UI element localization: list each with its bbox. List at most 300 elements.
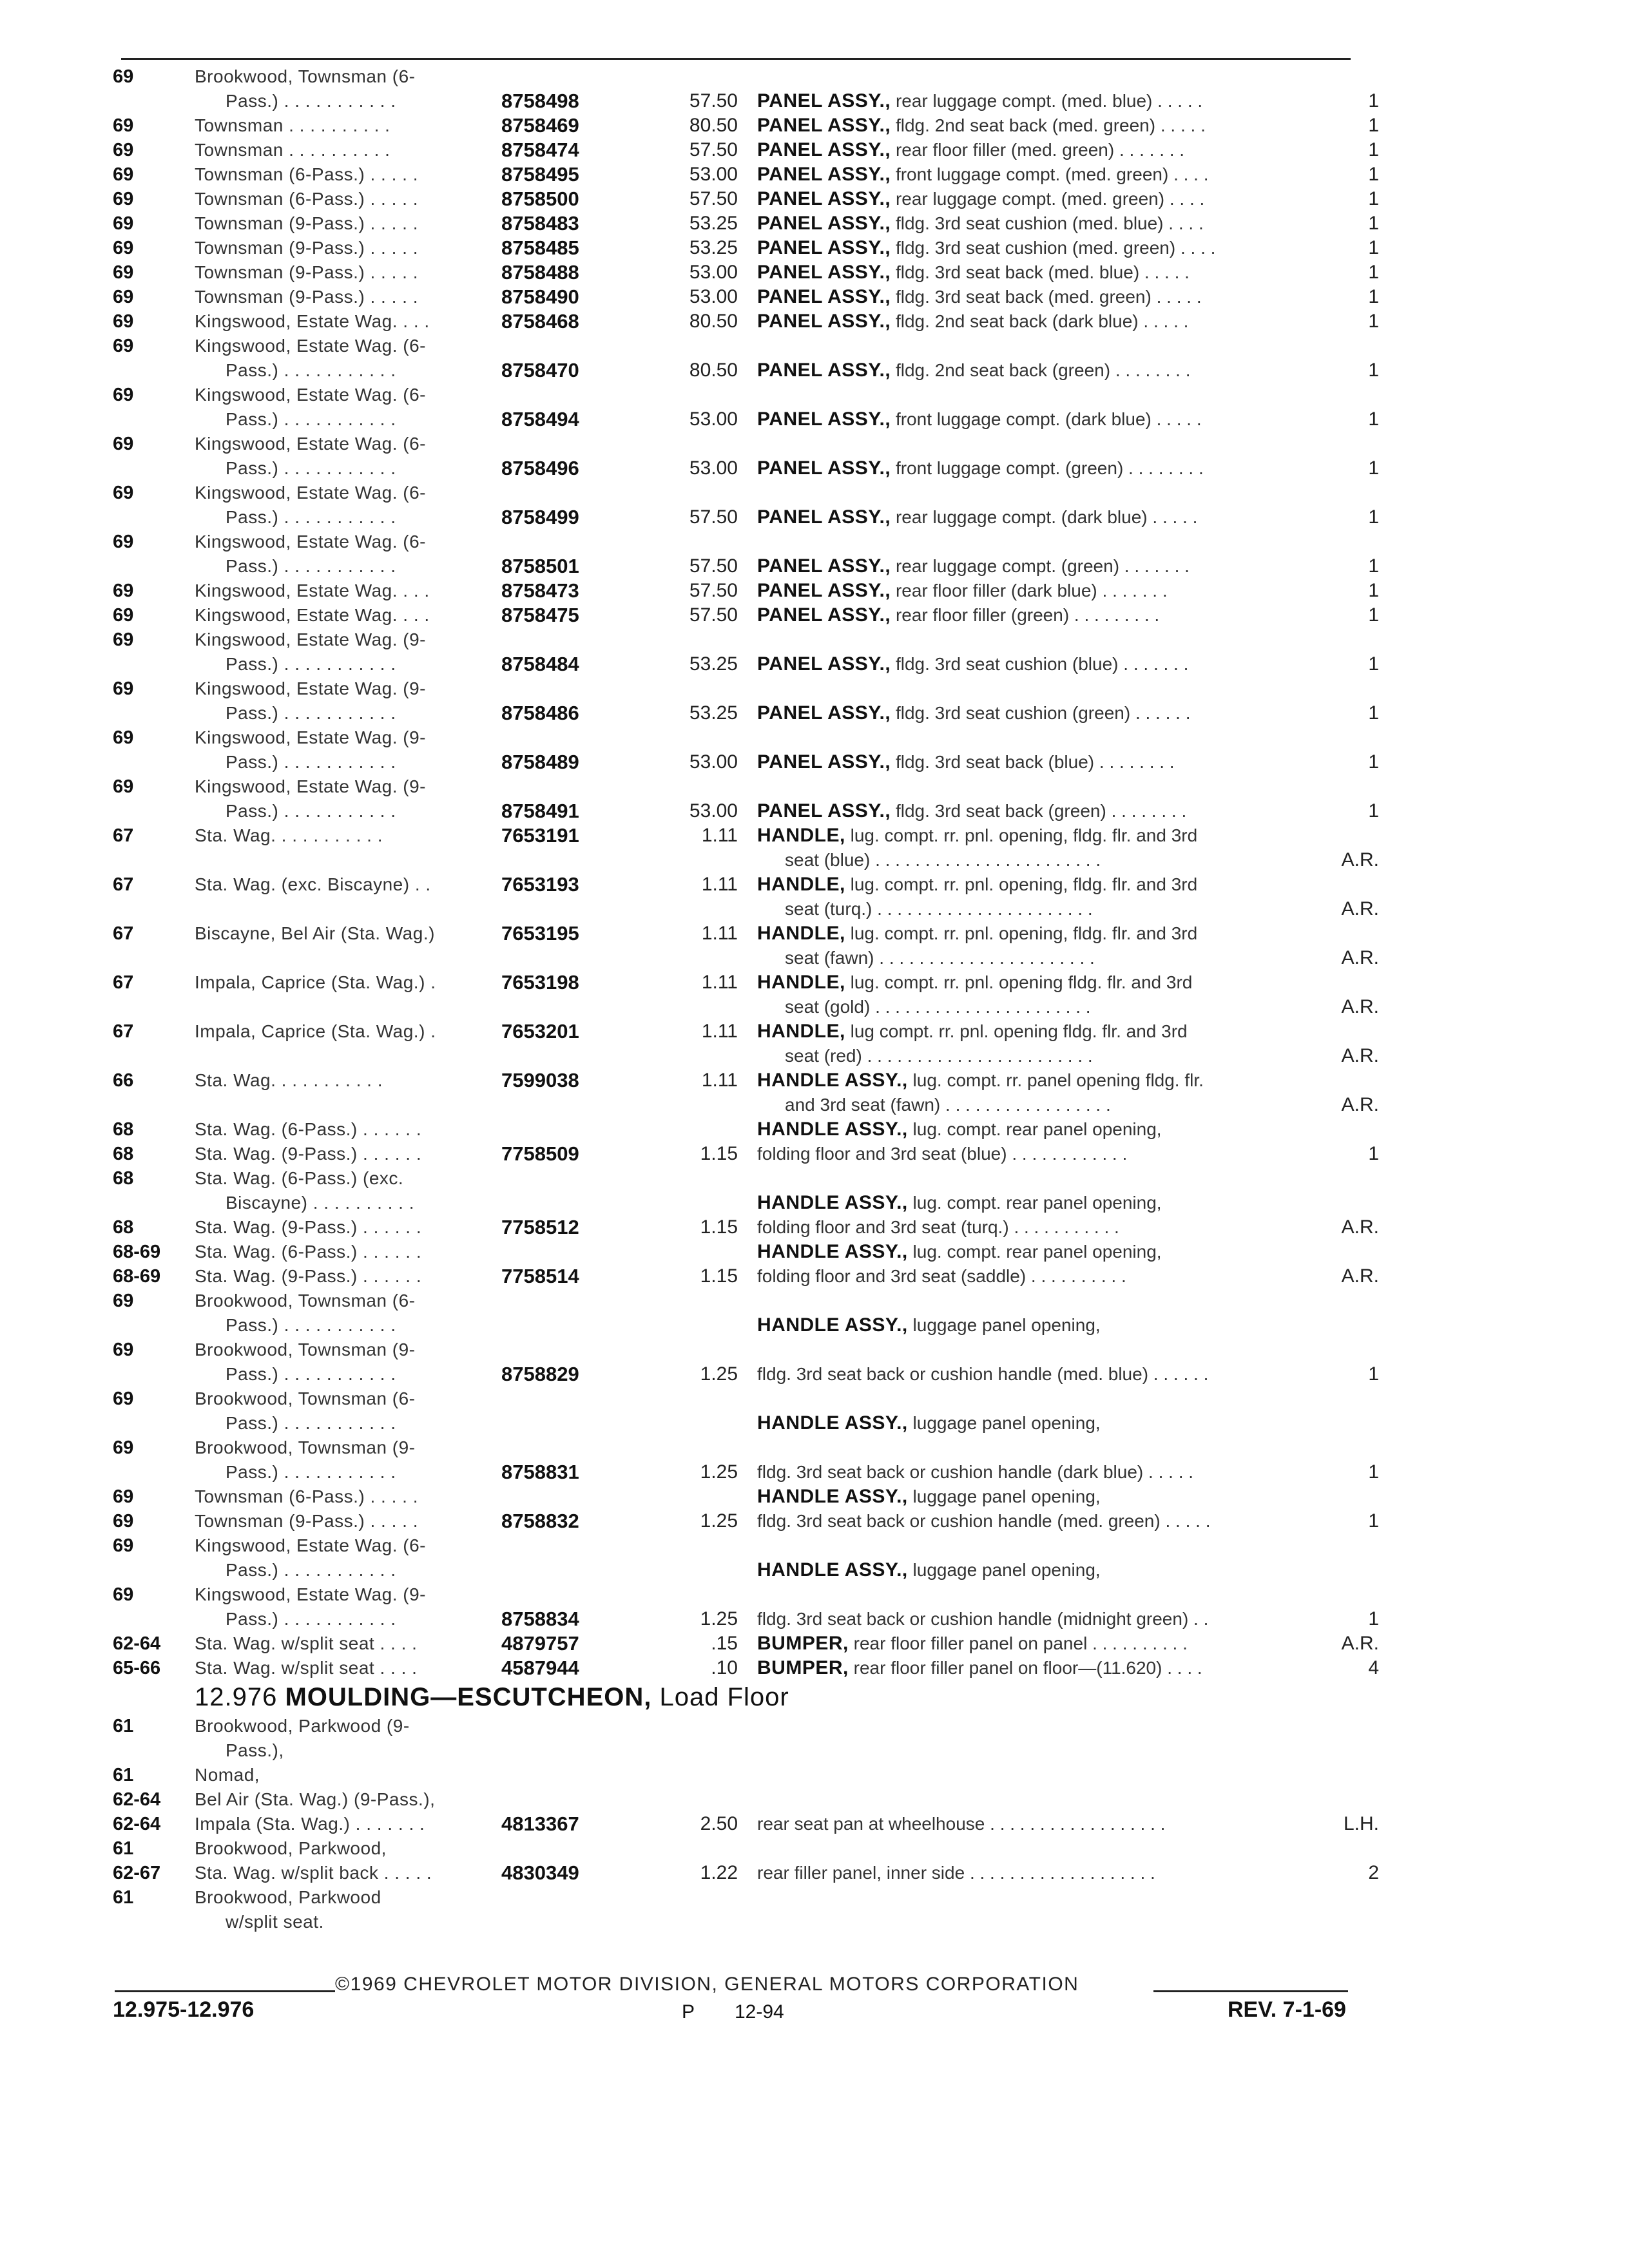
model-name: Pass.) . . . . . . . . . . .	[226, 360, 396, 380]
model-name: Sta. Wag. (6-Pass.) (exc.	[195, 1168, 404, 1188]
model-name: Kingswood, Estate Wag. (6-	[195, 1535, 427, 1555]
part-name: HANDLE,	[757, 972, 845, 993]
part-detail: luggage panel opening,	[912, 1413, 1101, 1433]
parts-row	[0, 211, 1629, 236]
model-name: Sta. Wag. (exc. Biscayne) . .	[195, 874, 431, 894]
parts-row	[0, 162, 1629, 187]
model-name: Sta. Wag. (9-Pass.) . . . . . .	[195, 1217, 422, 1237]
quantity: 2	[1368, 1862, 1379, 1883]
page-section-range: 12.975-12.976	[113, 1997, 255, 2022]
part-description	[757, 236, 1215, 260]
part-description	[757, 1362, 1208, 1387]
part-detail: seat (red) . . . . . . . . . . . . . . . . . . . . . . .	[785, 1046, 1093, 1066]
parts-row	[0, 530, 1629, 554]
part-name: BUMPER,	[757, 1633, 849, 1654]
part-number: 4879757	[501, 1632, 579, 1655]
parts-row	[0, 1313, 1629, 1338]
quantity: 4	[1368, 1657, 1379, 1678]
quantity: A.R.	[1341, 898, 1379, 919]
part-detail: fldg. 2nd seat back (dark blue) . . . . .	[895, 311, 1189, 331]
part-number: 7653201	[501, 1020, 579, 1043]
section-subtitle: Load Floor	[659, 1683, 789, 1711]
model-name: Townsman (6-Pass.) . . . . .	[195, 164, 418, 184]
part-name: HANDLE ASSY.,	[757, 1119, 908, 1140]
model-name: Pass.) . . . . . . . . . . .	[226, 1609, 396, 1629]
quantity: A.R.	[1341, 996, 1379, 1017]
part-number: 8758832	[501, 1510, 579, 1532]
model-name: Impala, Caprice (Sta. Wag.) .	[195, 972, 436, 992]
part-number: 8758468	[501, 310, 579, 332]
model-year: 69	[113, 1535, 134, 1556]
parts-row	[0, 1362, 1629, 1387]
parts-row	[0, 383, 1629, 407]
model-name: Nomad,	[195, 1765, 260, 1785]
model-name: Kingswood, Estate Wag. (6-	[195, 336, 427, 356]
part-number: 8758494	[501, 408, 579, 430]
parts-row	[0, 1044, 1629, 1068]
parts-row	[0, 1836, 1629, 1861]
part-description	[757, 187, 1204, 211]
model-year: 61	[113, 1838, 134, 1859]
parts-row	[0, 995, 1629, 1019]
part-number: 8758496	[501, 457, 579, 479]
part-detail: fldg. 3rd seat cushion (med. blue) . . . .	[895, 213, 1204, 233]
section-title	[195, 1680, 789, 1714]
part-number: 4587944	[501, 1657, 579, 1679]
parts-row	[0, 628, 1629, 652]
part-detail: rear filler panel, inner side . . . . . . . . . . . . . . . . . . .	[757, 1863, 1155, 1883]
part-detail: luggage panel opening,	[912, 1560, 1101, 1580]
model-year: 69	[113, 532, 134, 552]
parts-row	[0, 970, 1629, 995]
model-year: 69	[113, 434, 134, 454]
model-name: Sta. Wag. (9-Pass.) . . . . . .	[195, 1144, 422, 1164]
model-year: 68	[113, 1168, 134, 1189]
part-detail: fldg. 3rd seat back (green) . . . . . . . .	[895, 801, 1187, 821]
parts-row	[0, 138, 1629, 162]
model-year: 69	[113, 1486, 134, 1507]
part-detail: seat (turq.) . . . . . . . . . . . . . . . . . . . . . .	[785, 899, 1093, 919]
price: 80.50	[689, 360, 738, 381]
model-name: Brookwood, Parkwood	[195, 1887, 381, 1907]
price: 53.25	[689, 213, 738, 234]
part-detail: fldg. 3rd seat back (blue) . . . . . . . .	[895, 752, 1175, 772]
parts-row	[0, 677, 1629, 701]
parts-row	[0, 89, 1629, 113]
model-name: Pass.) . . . . . . . . . . .	[226, 1413, 396, 1433]
part-name: HANDLE ASSY.,	[757, 1412, 908, 1434]
parts-row	[0, 334, 1629, 358]
model-year: 61	[113, 1765, 134, 1785]
model-year: 68-69	[113, 1242, 161, 1262]
parts-row	[0, 726, 1629, 750]
price: 1.25	[700, 1363, 738, 1385]
quantity: A.R.	[1341, 947, 1379, 968]
part-description	[757, 1460, 1193, 1485]
model-year: 67	[113, 874, 134, 895]
part-name: PANEL ASSY.,	[757, 115, 891, 136]
part-number: 8758470	[501, 359, 579, 381]
part-name: PANEL ASSY.,	[757, 604, 891, 626]
price: 2.50	[700, 1813, 738, 1834]
parts-row	[0, 1460, 1629, 1485]
model-name: Brookwood, Townsman (6-	[195, 1291, 416, 1311]
model-year: 62-64	[113, 1633, 161, 1654]
model-name: Pass.) . . . . . . . . . . .	[226, 703, 396, 723]
parts-row	[0, 1582, 1629, 1607]
parts-row	[0, 1289, 1629, 1313]
part-detail: seat (fawn) . . . . . . . . . . . . . . . . . . . . . .	[785, 948, 1095, 968]
model-name: Kingswood, Estate Wag. . . .	[195, 581, 430, 601]
model-year: 66	[113, 1070, 134, 1091]
price: 53.25	[689, 702, 738, 724]
part-detail: fldg. 2nd seat back (green) . . . . . . . .	[895, 360, 1191, 380]
model-name: Pass.) . . . . . . . . . . .	[226, 752, 396, 772]
model-name: Townsman (6-Pass.) . . . . .	[195, 189, 418, 209]
price: 1.11	[701, 923, 738, 944]
model-year: 68-69	[113, 1266, 161, 1287]
model-year: 69	[113, 189, 134, 209]
model-name: Kingswood, Estate Wag. (9-	[195, 727, 427, 747]
quantity: 1	[1368, 702, 1379, 724]
parts-row	[0, 1787, 1629, 1812]
parts-row	[0, 1338, 1629, 1362]
part-number: 7653198	[501, 971, 579, 994]
model-name: Pass.) . . . . . . . . . . .	[226, 458, 396, 478]
model-year: 69	[113, 140, 134, 160]
part-description	[757, 579, 1168, 603]
part-detail: fldg. 3rd seat cushion (blue) . . . . . . .	[895, 654, 1189, 674]
parts-list	[0, 64, 1629, 1934]
price: 1.11	[701, 1070, 738, 1091]
model-year: 69	[113, 238, 134, 258]
quantity: 1	[1368, 800, 1379, 822]
price: 57.50	[689, 139, 738, 160]
price: 80.50	[689, 115, 738, 136]
part-number: 8758469	[501, 114, 579, 137]
part-description	[757, 1607, 1208, 1631]
quantity: 1	[1368, 360, 1379, 381]
part-description	[757, 1068, 1204, 1093]
price: 57.50	[689, 580, 738, 601]
price: 53.00	[689, 286, 738, 307]
quantity: 1	[1368, 262, 1379, 283]
price: 1.22	[700, 1862, 738, 1883]
part-detail: front luggage compt. (dark blue) . . . . .	[895, 409, 1202, 429]
parts-row	[0, 872, 1629, 897]
parts-row	[0, 407, 1629, 432]
model-name: Brookwood, Parkwood,	[195, 1838, 387, 1858]
price: 57.50	[689, 90, 738, 111]
part-detail: lug. compt. rr. pnl. opening, fldg. flr. and 3rd	[850, 923, 1198, 943]
part-name: HANDLE ASSY.,	[757, 1241, 908, 1262]
parts-row	[0, 897, 1629, 921]
part-description	[757, 89, 1202, 113]
model-name: Kingswood, Estate Wag. (9-	[195, 1584, 427, 1604]
price: 1.11	[701, 1021, 738, 1042]
parts-row	[0, 1093, 1629, 1117]
model-name: Sta. Wag. w/split seat . . . .	[195, 1633, 418, 1653]
parts-row	[0, 848, 1629, 872]
price: 53.00	[689, 408, 738, 430]
model-name: Pass.) . . . . . . . . . . .	[226, 1560, 396, 1580]
price: .10	[711, 1657, 738, 1678]
part-name: PANEL ASSY.,	[757, 555, 891, 577]
model-year: 69	[113, 1389, 134, 1409]
model-year: 69	[113, 727, 134, 748]
parts-row	[0, 1509, 1629, 1533]
parts-row	[0, 456, 1629, 481]
parts-row	[0, 1812, 1629, 1836]
part-detail: rear seat pan at wheelhouse . . . . . . . . . . . . . . . . . .	[757, 1814, 1166, 1834]
part-name: PANEL ASSY.,	[757, 506, 891, 528]
price: 53.00	[689, 800, 738, 822]
model-year: 69	[113, 336, 134, 356]
part-detail: rear luggage compt. (med. blue) . . . . .	[895, 91, 1203, 111]
part-detail: rear luggage compt. (dark blue) . . . . .	[895, 507, 1198, 527]
part-detail: fldg. 3rd seat back (med. blue) . . . . .	[895, 262, 1190, 282]
parts-row	[0, 1019, 1629, 1044]
model-name: Biscayne) . . . . . . . . . .	[226, 1193, 415, 1213]
model-name: Sta. Wag. (6-Pass.) . . . . . .	[195, 1119, 422, 1139]
parts-row	[0, 1607, 1629, 1631]
part-description	[757, 799, 1186, 823]
model-name: Pass.) . . . . . . . . . . .	[226, 801, 396, 821]
model-year: 69	[113, 1437, 134, 1458]
parts-row	[0, 1763, 1629, 1787]
model-year: 67	[113, 825, 134, 846]
part-description	[757, 1861, 1155, 1885]
section-title-bold: MOULDING—ESCUTCHEON,	[285, 1683, 652, 1711]
price: 53.00	[689, 164, 738, 185]
model-name: Pass.) . . . . . . . . . . .	[226, 654, 396, 674]
model-name: Impala (Sta. Wag.) . . . . . . .	[195, 1814, 425, 1834]
quantity: A.R.	[1341, 1265, 1379, 1287]
model-name: Townsman (6-Pass.) . . . . .	[195, 1486, 418, 1506]
price: 1.11	[701, 972, 738, 993]
part-name: PANEL ASSY.,	[757, 164, 891, 185]
part-name: PANEL ASSY.,	[757, 408, 891, 430]
model-name: Biscayne, Bel Air (Sta. Wag.)	[195, 923, 435, 943]
part-description	[757, 1812, 1165, 1836]
part-number: 4813367	[501, 1812, 579, 1835]
part-detail: luggage panel opening,	[912, 1315, 1101, 1335]
part-detail: lug compt. rr. pnl. opening fldg. flr. and 3rd	[850, 1021, 1188, 1041]
model-year: 69	[113, 385, 134, 405]
quantity: 1	[1368, 555, 1379, 577]
part-description	[785, 946, 1095, 970]
part-description	[757, 872, 1197, 897]
part-description	[757, 1631, 1188, 1656]
part-name: HANDLE ASSY.,	[757, 1192, 908, 1213]
parts-row	[0, 603, 1629, 628]
model-name: Townsman (9-Pass.) . . . . .	[195, 1511, 418, 1531]
model-year: 69	[113, 1340, 134, 1360]
parts-row	[0, 236, 1629, 260]
part-name: PANEL ASSY.,	[757, 751, 891, 773]
part-detail: lug. compt. rr. pnl. opening fldg. flr. and 3rd	[850, 972, 1193, 992]
part-detail: front luggage compt. (med. green) . . . .	[895, 164, 1209, 184]
parts-row	[0, 774, 1629, 799]
part-number: 8758490	[501, 285, 579, 308]
parts-row	[0, 432, 1629, 456]
part-detail: lug. compt. rr. panel opening fldg. flr.	[912, 1070, 1204, 1090]
quantity: 1	[1368, 188, 1379, 209]
price: .15	[711, 1633, 738, 1654]
part-number: 7653193	[501, 873, 579, 896]
part-description	[757, 285, 1202, 309]
model-year: 67	[113, 923, 134, 944]
price: 80.50	[689, 311, 738, 332]
part-detail: lug. compt. rear panel opening,	[912, 1119, 1162, 1139]
model-name: w/split seat.	[226, 1912, 324, 1932]
part-description	[757, 1485, 1101, 1509]
model-name: Brookwood, Townsman (9-	[195, 1437, 416, 1457]
model-year: 68	[113, 1144, 134, 1164]
model-year: 65-66	[113, 1658, 161, 1678]
model-name: Brookwood, Townsman (9-	[195, 1340, 416, 1360]
part-description	[757, 652, 1188, 677]
part-number: 8758500	[501, 187, 579, 210]
price: 1.25	[700, 1608, 738, 1629]
model-year: 67	[113, 972, 134, 993]
part-detail: folding floor and 3rd seat (blue) . . . . . . . . . . . .	[757, 1144, 1128, 1164]
part-name: PANEL ASSY.,	[757, 188, 891, 209]
part-detail: folding floor and 3rd seat (saddle) . . . . . . . . . .	[757, 1266, 1126, 1286]
model-name: Townsman (9-Pass.) . . . . .	[195, 213, 418, 233]
footer-rule-left	[115, 1990, 335, 1992]
price: 57.50	[689, 555, 738, 577]
part-description	[757, 1558, 1101, 1582]
section-number: 12.976	[195, 1683, 278, 1711]
part-detail: lug. compt. rr. pnl. opening, fldg. flr. and 3rd	[850, 874, 1198, 894]
parts-row	[0, 1117, 1629, 1142]
model-year: 68	[113, 1217, 134, 1238]
model-year: 69	[113, 581, 134, 601]
model-year: 69	[113, 1291, 134, 1311]
part-detail: rear floor filler (dark blue) . . . . . . .	[895, 581, 1168, 601]
price: 57.50	[689, 604, 738, 626]
part-detail: lug. compt. rear panel opening,	[912, 1242, 1162, 1262]
quantity: 1	[1368, 286, 1379, 307]
model-name: Impala, Caprice (Sta. Wag.) .	[195, 1021, 436, 1041]
part-description	[757, 162, 1209, 187]
part-description	[757, 138, 1184, 162]
part-description	[757, 1191, 1162, 1215]
quantity: 1	[1368, 604, 1379, 626]
part-description	[757, 823, 1197, 848]
part-detail: fldg. 3rd seat back or cushion handle (med. blue) . . . . . .	[757, 1364, 1209, 1384]
model-name: Brookwood, Parkwood (9-	[195, 1716, 410, 1736]
parts-row	[0, 799, 1629, 823]
part-number: 8758486	[501, 702, 579, 724]
quantity: 1	[1368, 1510, 1379, 1532]
model-name: Kingswood, Estate Wag. . . .	[195, 605, 430, 625]
model-name: Sta. Wag. . . . . . . . . . .	[195, 1070, 383, 1090]
part-name: HANDLE,	[757, 1021, 845, 1042]
quantity: A.R.	[1341, 1216, 1379, 1238]
part-detail: fldg. 3rd seat back or cushion handle (med. green) . . . . .	[757, 1511, 1211, 1531]
part-description	[757, 1019, 1188, 1044]
part-description	[757, 603, 1159, 628]
part-detail: seat (blue) . . . . . . . . . . . . . . . . . . . . . . .	[785, 850, 1101, 870]
price: 57.50	[689, 506, 738, 528]
quantity: 1	[1368, 1143, 1379, 1164]
parts-row	[0, 1861, 1629, 1885]
part-name: PANEL ASSY.,	[757, 800, 891, 822]
model-name: Brookwood, Townsman (6-	[195, 66, 416, 86]
model-name: Sta. Wag. (9-Pass.) . . . . . .	[195, 1266, 422, 1286]
model-name: Sta. Wag. . . . . . . . . . .	[195, 825, 383, 845]
quantity: 1	[1368, 580, 1379, 601]
model-year: 62-64	[113, 1789, 161, 1810]
parts-row	[0, 260, 1629, 285]
model-name: Townsman . . . . . . . . . .	[195, 115, 390, 135]
quantity: 1	[1368, 164, 1379, 185]
model-year: 69	[113, 776, 134, 797]
parts-row	[0, 309, 1629, 334]
part-name: PANEL ASSY.,	[757, 139, 891, 160]
parts-row	[0, 554, 1629, 579]
model-name: Pass.) . . . . . . . . . . .	[226, 91, 396, 111]
model-year: 62-67	[113, 1863, 161, 1883]
part-name: PANEL ASSY.,	[757, 90, 891, 111]
part-description	[757, 113, 1206, 138]
part-detail: rear floor filler panel on panel . . . . . . . . . .	[853, 1633, 1188, 1653]
quantity: 1	[1368, 115, 1379, 136]
model-name: Townsman . . . . . . . . . .	[195, 140, 390, 160]
page-number: 12-94	[735, 2001, 784, 2023]
parts-row	[0, 921, 1629, 946]
parts-row	[0, 1558, 1629, 1582]
model-year: 69	[113, 287, 134, 307]
price: 1.25	[700, 1510, 738, 1532]
parts-row	[0, 358, 1629, 383]
part-description	[785, 995, 1091, 1019]
parts-row	[0, 701, 1629, 726]
part-name: HANDLE,	[757, 874, 845, 895]
model-year: 69	[113, 1511, 134, 1532]
quantity: 1	[1368, 1461, 1379, 1483]
part-description	[757, 1142, 1127, 1166]
part-number: 8758498	[501, 90, 579, 112]
model-year: 69	[113, 213, 134, 234]
part-description	[757, 407, 1202, 432]
part-number: 4830349	[501, 1861, 579, 1884]
part-description	[785, 897, 1093, 921]
model-year: 67	[113, 1021, 134, 1042]
quantity: 1	[1368, 457, 1379, 479]
parts-row	[0, 1142, 1629, 1166]
model-name: Kingswood, Estate Wag. (9-	[195, 776, 427, 796]
quantity: 1	[1368, 237, 1379, 258]
parts-row	[0, 1910, 1629, 1934]
parts-row	[0, 1068, 1629, 1093]
part-detail: folding floor and 3rd seat (turq.) . . . . . . . . . . .	[757, 1217, 1119, 1237]
part-detail: rear floor filler panel on floor—(11.620) . . . .	[853, 1658, 1202, 1678]
part-description	[757, 358, 1191, 383]
quantity: 1	[1368, 1363, 1379, 1385]
parts-row	[0, 579, 1629, 603]
parts-row	[0, 285, 1629, 309]
model-name: Kingswood, Estate Wag. (9-	[195, 629, 427, 649]
price: 53.00	[689, 262, 738, 283]
part-name: BUMPER,	[757, 1657, 849, 1678]
parts-row	[0, 1215, 1629, 1240]
part-name: HANDLE,	[757, 923, 845, 944]
part-name: HANDLE ASSY.,	[757, 1314, 908, 1336]
model-year: 69	[113, 262, 134, 283]
